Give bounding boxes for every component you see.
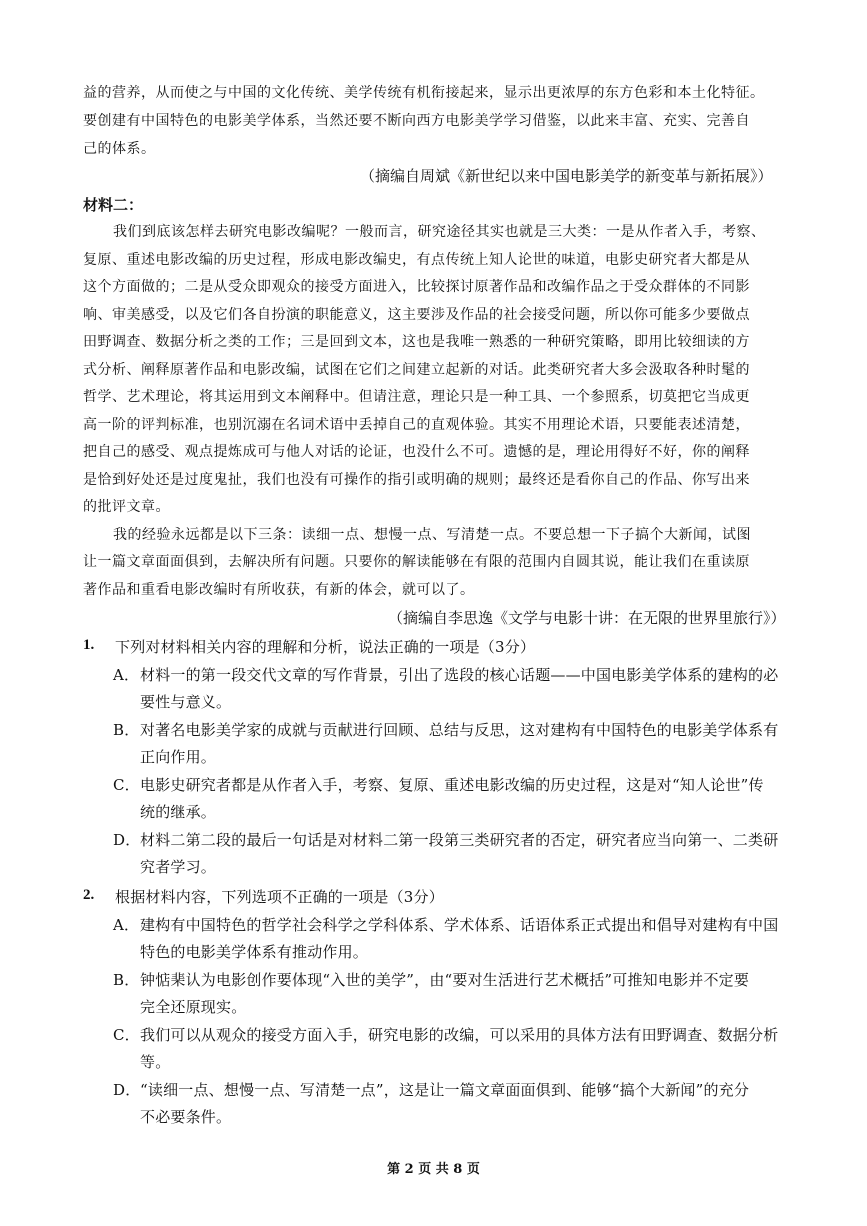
material2-p1-line-9: 把自己的感受、观点提炼成可与他人对话的论证，也没什么不可。遗憾的是，理论用得好不好，你的阐释 <box>83 444 750 460</box>
question-1-option-d-letter[interactable]: D． <box>113 831 141 849</box>
question-2-option-a-line-1: 建构有中国特色的哲学社会科学之学科体系、学术体系、话语体系正式提出和倡导对建构有中国 <box>140 916 779 934</box>
question-2-option-a-line-2: 特色的电影美学体系有推动作用。 <box>140 943 369 961</box>
material2-p2-line-3: 著作品和重看电影改编时有所收获，有新的体会，就可以了。 <box>83 582 475 598</box>
question-2-option-d-letter[interactable]: D． <box>113 1081 141 1099</box>
material2-p1-line-11: 的批评文章。 <box>83 499 170 515</box>
material1-line-1: 益的营养，从而使之与中国的文化传统、美学传统有机衔接起来，显示出更浓厚的东方色彩和本土化特征。 <box>83 85 765 101</box>
material2-p1-line-3: 这个方面做的；二是从受众即观众的接受方面进入，比较探讨原著作品和改编作品之于受众群体的不同影 <box>83 279 750 295</box>
question-2-option-c-letter[interactable]: C． <box>113 1026 140 1044</box>
question-2-option-c-line-1: 我们可以从观众的接受方面入手，研究电影的改编，可以采用的具体方法有田野调查、数据分析 <box>140 1026 779 1044</box>
question-1-option-a-line-1: 材料一的第一段交代文章的写作背景，引出了选段的核心话题——中国电影美学体系的建构的必 <box>140 666 779 684</box>
material2-p2-line-1: 我的经验永远都是以下三条：读细一点、想慢一点、写清楚一点。不要总想一下子搞个大新闻，试图 <box>113 527 751 543</box>
question-2-number: 2. <box>83 887 95 903</box>
question-1-option-d-line-1: 材料二第二段的最后一句话是对材料二第一段第三类研究者的否定，研究者应当向第一、二类研 <box>140 831 779 849</box>
material2-p1-line-4: 响、审美感受，以及它们各自扮演的职能意义，这主要涉及作品的社会接受问题，所以你可能多少要做点 <box>83 307 750 323</box>
material2-p1-line-8: 高一阶的评判标准，也别沉溺在名词术语中丢掉自己的直观体验。其实不用理论术语，只要能表述清楚， <box>83 417 750 433</box>
question-2-option-b-line-2: 完全还原现实。 <box>140 998 247 1016</box>
page-footer: 第 2 页 共 8 页 <box>387 1162 480 1177</box>
question-1-option-c-letter[interactable]: C． <box>113 776 140 794</box>
question-2-option-b-letter[interactable]: B． <box>113 971 140 989</box>
question-2-option-a-letter[interactable]: A． <box>113 916 140 934</box>
question-2-option-b-line-1: 钟惦棐认为电影创作要体现“入世的美学”，由“要对生活进行艺术概括”可推知电影并不定要 <box>140 971 750 989</box>
question-1-stem: 下列对材料相关内容的理解和分析，说法正确的一项是（3分） <box>115 638 536 656</box>
question-2-option-d-line-1: “读细一点、想慢一点、写清楚一点”，这是让一篇文章面面俱到、能够“搞个大新闻”的充分 <box>140 1081 750 1099</box>
material2-p1-line-7: 哲学、艺术理论，将其运用到文本阐释中。但请注意，理论只是一种工具、一个参照系，切莫把它当成更 <box>83 389 750 405</box>
question-1-option-b-line-2: 正向作用。 <box>140 748 217 766</box>
material2-p1-line-6: 式分析、阐释原著作品和电影改编，试图在它们之间建立起新的对话。此类研究者大多会汲取各种时髦的 <box>83 362 750 378</box>
material1-line-2: 要创建有中国特色的电影美学体系，当然还要不断向西方电影美学学习借鉴，以此来丰富、充实、完善自 <box>83 113 750 129</box>
material2-p1-line-10: 是恰到好处还是过度鬼扯，我们也没有可操作的指引或明确的规则；最终还是看你自己的作品、你写出来 <box>83 472 750 488</box>
question-1-option-a-letter[interactable]: A． <box>113 666 140 684</box>
question-1-option-b-letter[interactable]: B． <box>113 721 140 739</box>
material2-source: （摘编自李思逸《文学与电影十讲：在无限的世界里旅行》） <box>388 609 786 627</box>
question-2-option-d-line-2: 不必要条件。 <box>140 1108 232 1126</box>
question-1-option-c-line-1: 电影史研究者都是从作者入手，考察、复原、重述电影改编的历史过程，这是对“知人论世”传 <box>140 776 764 794</box>
material2-p2-line-2: 让一篇文章面面俱到，去解决所有问题。只要你的解读能够在有限的范围内自圆其说，能让我们在重读原 <box>83 554 750 570</box>
material1-source: （摘编自周斌《新世纪以来中国电影美学的新变革与新拓展》） <box>360 167 773 185</box>
material2-heading: 材料二： <box>83 196 144 214</box>
question-1-option-c-line-2: 统的继承。 <box>140 803 217 821</box>
question-1-option-d-line-2: 究者学习。 <box>140 858 217 876</box>
material2-p1-line-1: 我们到底该怎样去研究电影改编呢？一般而言，研究途径其实也就是三大类：一是从作者入手，考察、 <box>113 224 766 240</box>
question-1-number: 1. <box>83 637 95 653</box>
question-1-option-a-line-2: 要性与意义。 <box>140 693 232 711</box>
material2-p1-line-5: 田野调查、数据分析之类的工作；三是回到文本，这也是我唯一熟悉的一种研究策略，即用比较细读的方 <box>83 334 750 350</box>
material2-p1-line-2: 复原、重述电影改编的历史过程，形成电影改编史，有点传统上知人论世的味道，电影史研究者大都是从 <box>83 252 750 268</box>
material1-line-3: 己的体系。 <box>83 141 156 157</box>
question-2-option-c-line-2: 等。 <box>140 1053 171 1071</box>
question-1-option-b-line-1: 对著名电影美学家的成就与贡献进行回顾、总结与反思，这对建构有中国特色的电影美学体系有 <box>140 721 779 739</box>
question-2-stem: 根据材料内容，下列选项不正确的一项是（3分） <box>115 888 444 906</box>
